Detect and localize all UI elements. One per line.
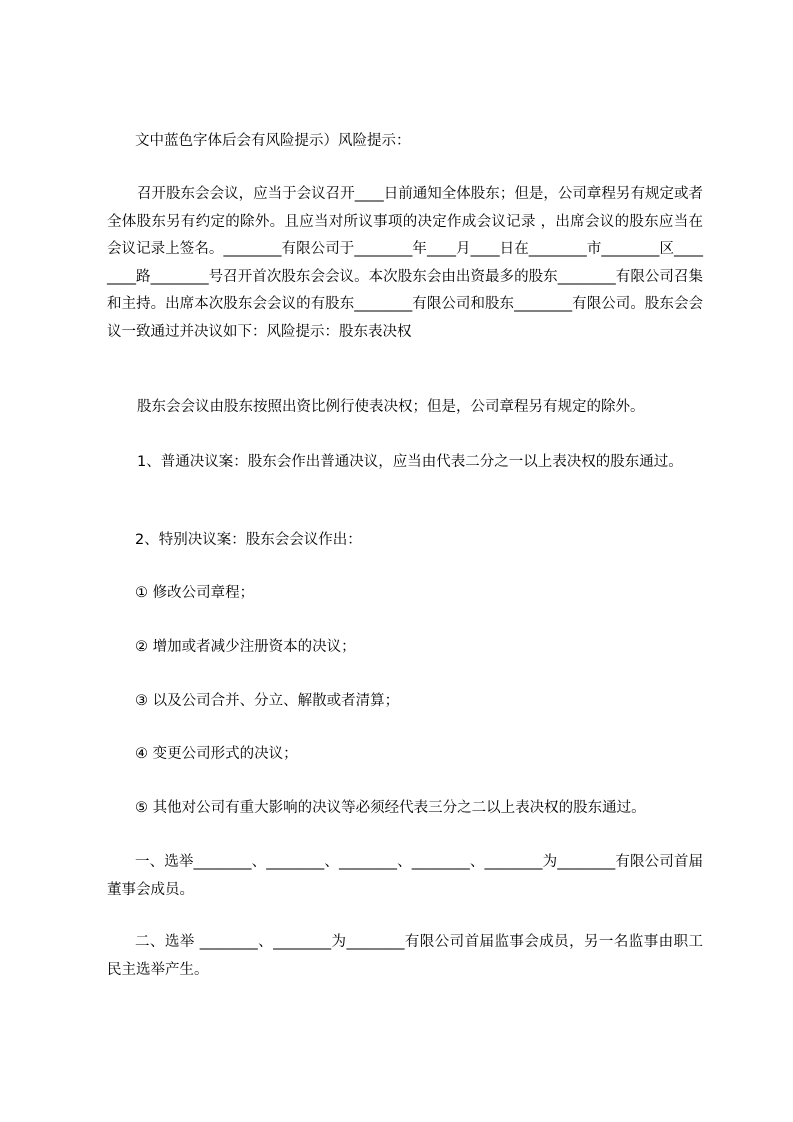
voting-rights-paragraph: 股东会会议由股东按照出资比例行使表决权；但是，公司章程另有规定的除外。 — [137, 399, 645, 415]
special-item-3: ③ 以及公司合并、分立、解散或者清算； — [135, 693, 400, 709]
special-resolution-item: 2、特别决议案：股东会会议作出： — [135, 532, 362, 548]
meeting-notice-paragraph: 召开股东会会议，应当于会议召开____日前通知全体股东；但是，公司章程另有规定或者全体股东另有约定的除外。且应当对所议事项的决定作成会议记录 ，出席会议的股东应当在会议记录上签名。________有限公司于________年____月____日在________市________区________路________号召开首次股东会会议。本次股东会由出资最多的股东________有限公司召集和主持。出席本次股东会会议的有股东________有限公司和股东________有限公司。股东会会议一致通过并决议如下：风险提示：股东表决权 — [107, 186, 703, 340]
special-item-5: ⑤ 其他对公司有重大影响的决议等必须经代表三分之二以上表决权的股东通过。 — [135, 800, 646, 816]
special-item-2: ② 增加或者减少注册资本的决议； — [135, 639, 356, 655]
ordinary-resolution-item: 1、普通决议案：股东会作出普通决议，应当由代表二分之一以上表决权的股东通过。 — [137, 454, 683, 470]
special-item-1: ① 修改公司章程； — [135, 585, 255, 601]
special-item-4: ④ 变更公司形式的决议； — [135, 746, 298, 762]
intro-note: 文中蓝色字体后会有风险提示）风险提示： — [135, 133, 411, 149]
supervisor-election-paragraph: 二、选举 ________、________为________有限公司首届监事会成员，另一名监事由职工民主选举产生。 — [107, 934, 703, 978]
board-election-paragraph: 一、选举________、________、________、________、________为________有限公司首届董事会成员。 — [107, 854, 703, 898]
